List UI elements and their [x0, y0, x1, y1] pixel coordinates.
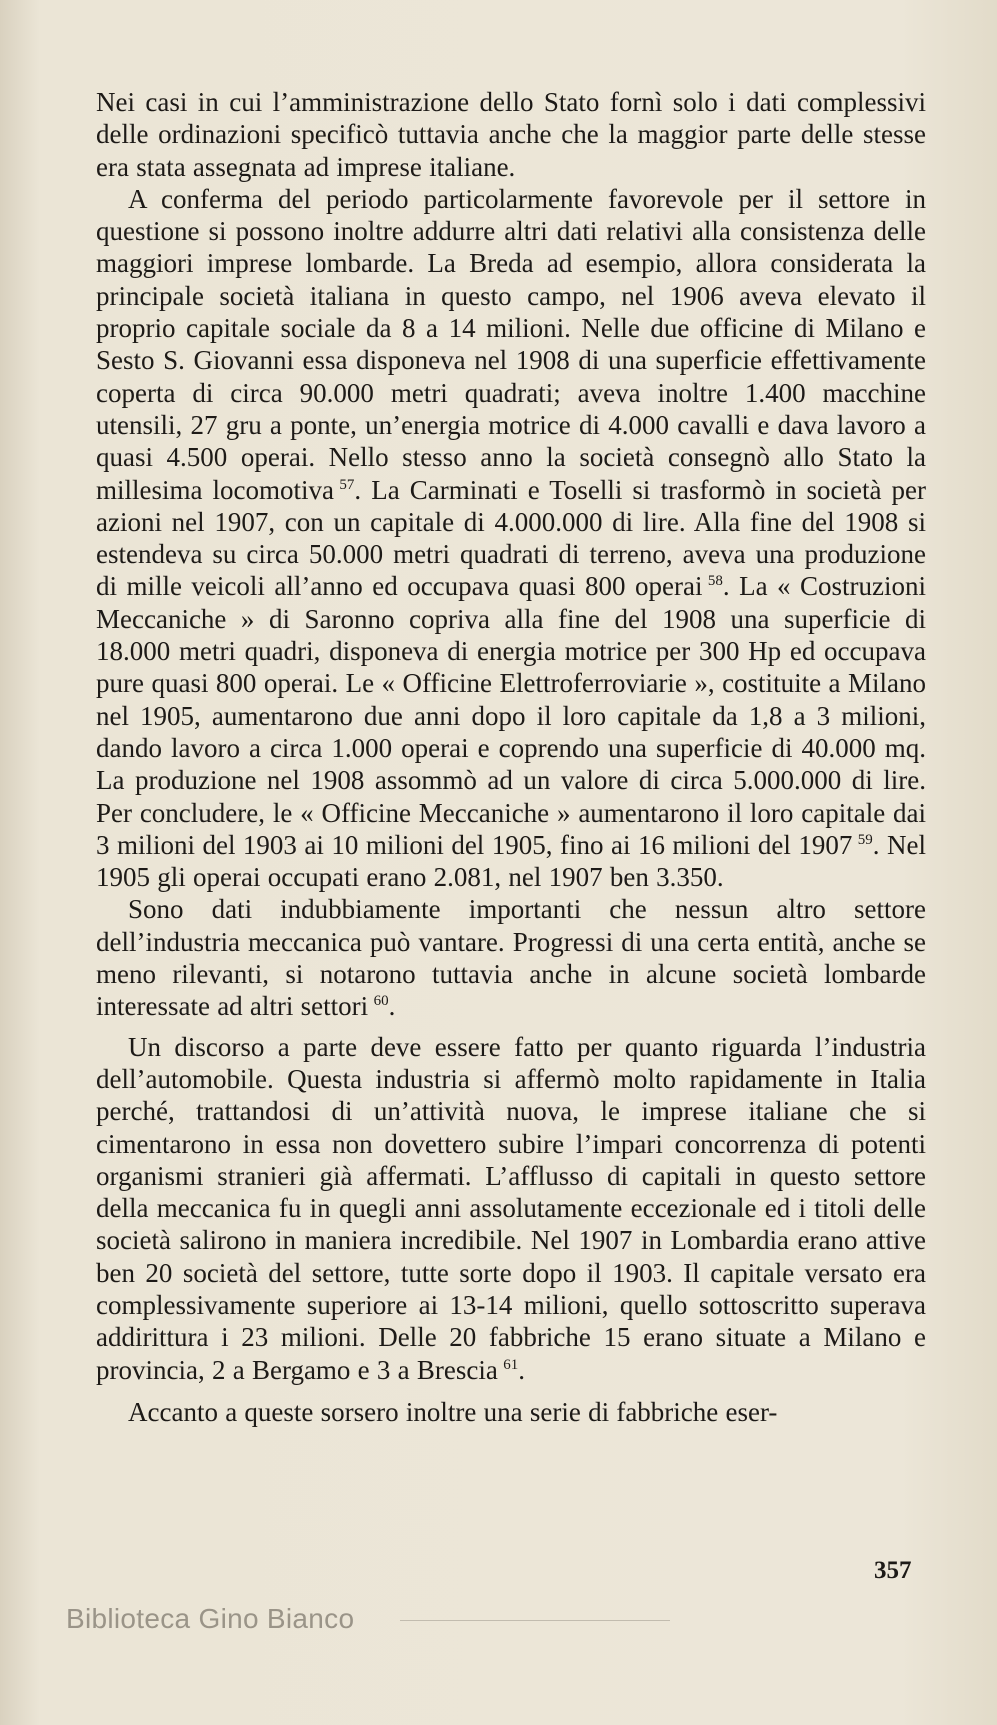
footnote-ref: 57 — [339, 476, 355, 493]
text-run: A conferma del periodo particolarmente favorevole per il settore in questione si possono inoltre addurre altri dati relativi alla consistenza delle maggiori imprese lombarde. La Breda ad esempio, allora considerata la principale società italiana in questo campo, nel 1906 aveva elevato il proprio capitale sociale da 8 a 14 milioni. Nelle due officine di Milano e Sesto S. Giovanni essa disponeva nel 1908 di una superficie effettivamente coperta di circa 90.000 metri quadrati; aveva inoltre 1.400 macchine utensili, 27 gru a ponte, un’energia motrice di 4.000 cavalli e dava lavoro a quasi 4.500 operai. Nello stesso anno la società consegnò allo Stato la millesima locomotiva — [96, 183, 926, 505]
text-run: . — [388, 991, 396, 1022]
watermark-rule — [400, 1620, 670, 1621]
text-run: . Nel 1905 gli operai occupati erano 2.081, nel 1907 ben 3.350. — [96, 829, 926, 893]
text-run: Sono dati indubbiamente importanti che nessun altro settore dell’industria meccanica può vantare. Progressi di una certa entità, anche se meno rilevanti, si notarono tuttavia anche in alcune società lombarde interessate ad altri settori — [96, 894, 926, 1022]
paragraph-2 — [96, 183, 926, 894]
footnote-ref: 58 — [707, 573, 723, 590]
footnote-ref: 60 — [373, 993, 389, 1010]
text-run: . La « Costruzioni Meccaniche » di Saronno copriva alla fine del 1908 una superficie di 18.000 metri quadri, disponeva di energia motrice per 300 Hp ed occupava pure quasi 800 operai. Le « Officine Elettroferroviarie », costituite a Milano nel 1905, aumentarono due anni dopo il loro capitale da 1,8 a 3 milioni, dando lavoro a circa 1.000 operai e coprendo una superficie di 40.000 mq. La produzione nel 1908 assommò ad un valore di circa 5.000.000 di lire. Per concludere, le « Officine Meccaniche » aumentarono il loro capitale dai 3 milioni del 1903 ai 10 milioni del 1905, fino ai 16 milioni del 1907 — [96, 571, 926, 860]
library-watermark: Biblioteca Gino Bianco — [66, 1603, 355, 1634]
paragraph-3 — [96, 893, 926, 1022]
paragraph-4 — [96, 1031, 926, 1386]
paragraph-1 — [96, 86, 926, 183]
body-text — [96, 86, 926, 1428]
paragraph-5 — [96, 1396, 926, 1428]
page-number: 357 — [874, 1557, 912, 1584]
text-run: Un discorso a parte deve essere fatto per quanto riguarda l’industria dell’automobile. Questa industria si affermò molto rapidamente in Italia perché, trattandosi di un’attività nuova, le imprese italiane che si cimentarono in essa non dovettero subire l’impari concorrenza di potenti organismi stranieri già affermati. L’afflusso di capitali in questo settore della meccanica fu in quegli anni assolutamente eccezionale ed i titoli delle società salirono in maniera incredibile. Nel 1907 in Lombardia erano attive ben 20 società del settore, tutte sorte dopo il 1903. Il capitale versato era complessivamente superiore ai 13-14 milioni, quello sottoscritto superava addirittura i 23 milioni. Delle 20 fabbriche 15 erano situate a Milano e provincia, 2 a Bergamo e 3 a Brescia — [96, 1031, 926, 1385]
text-run: . La Carminati e Toselli si trasformò in società per azioni nel 1907, con un capitale di 4.000.000 di lire. Alla fine del 1908 si estendeva su circa 50.000 metri quadrati di terreno, aveva una produzione di mille veicoli all’anno ed occupava quasi 800 operai — [96, 474, 926, 602]
text-run: Nei casi in cui l’amministrazione dello Stato fornì solo i dati complessivi delle ordinazioni specificò tuttavia anche che la maggior parte delle stesse era stata assegnata ad imprese italiane. — [96, 87, 926, 182]
text-run: . — [518, 1354, 526, 1385]
text-run: Accanto a queste sorsero inoltre una serie di fabbriche eser- — [128, 1396, 778, 1427]
footnote-ref: 61 — [503, 1356, 519, 1373]
footnote-ref: 59 — [857, 831, 873, 848]
